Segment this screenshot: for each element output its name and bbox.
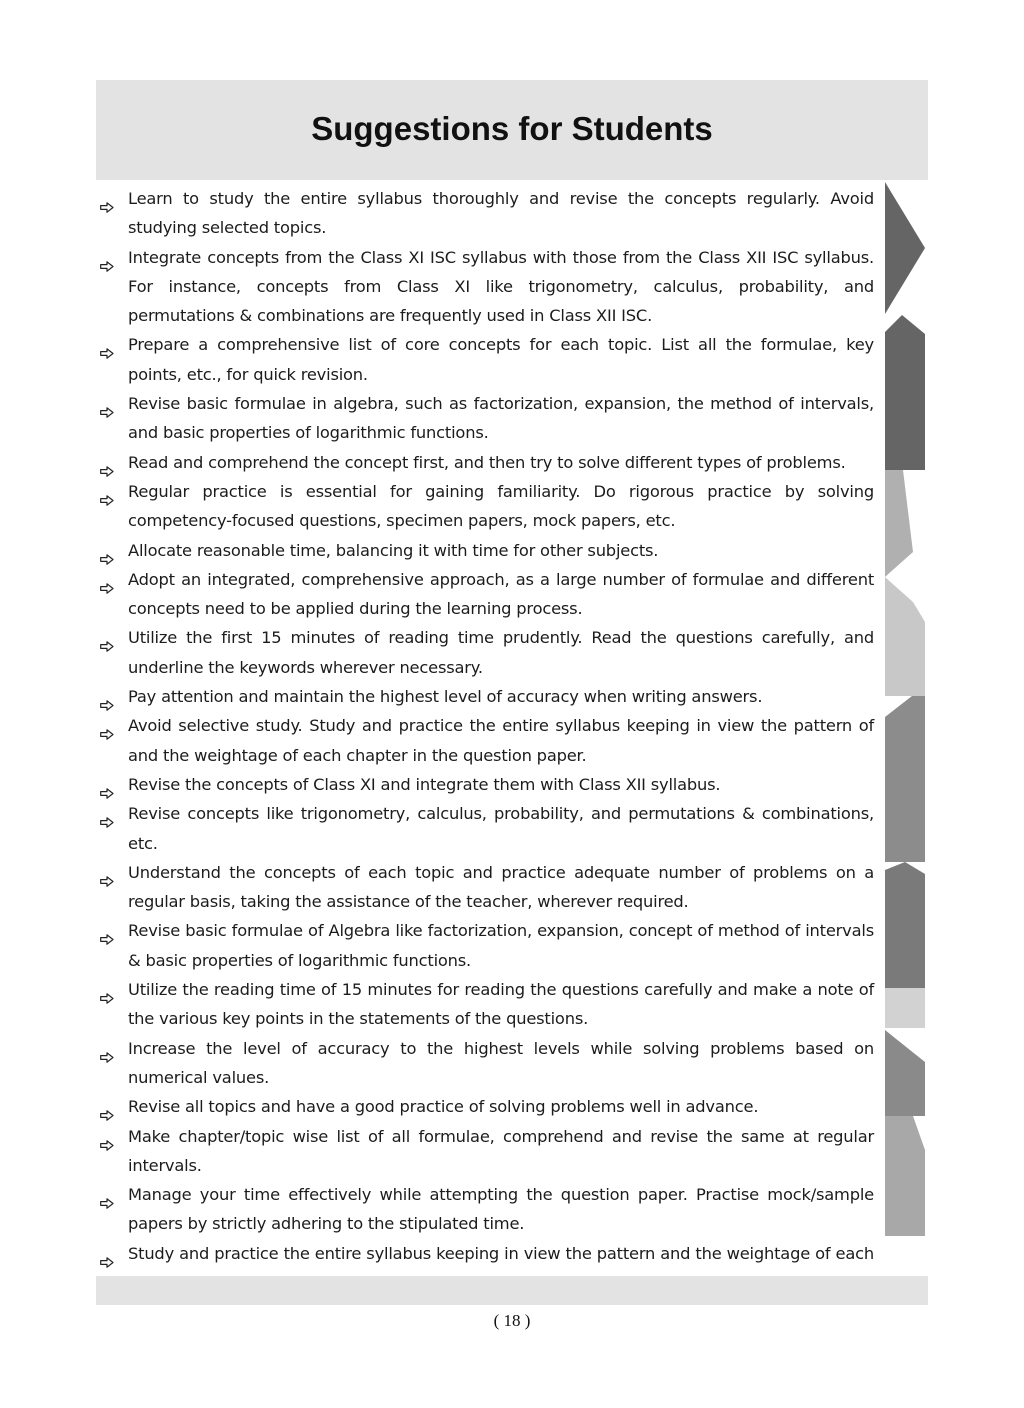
- chapter-tab: [885, 182, 925, 314]
- title-band: [96, 80, 928, 180]
- list-item: [96, 389, 874, 448]
- list-item-text: Adopt an integrated, comprehensive approach, as a large number of formulae and different concepts need to be applied during the learning process.: [128, 569, 874, 619]
- arrow-right-icon: [100, 1248, 114, 1259]
- list-item-text: Integrate concepts from the Class XI ISC syllabus with those from the Class XII ISC syllabus. For instance, concepts from Class XI like trigonometry, calculus, probability, and permutations & combinations are frequently used in Class XII ISC.: [128, 247, 874, 326]
- list-item-text: Make chapter/topic wise list of all formulae, comprehend and revise the same at regular intervals.: [128, 1126, 874, 1175]
- list-item: [96, 1122, 874, 1181]
- list-item-text: Regular practice is essential for gaining familiarity. Do rigorous practice by solving competency-focused questions, specimen papers, mock papers, etc.: [128, 481, 874, 531]
- list-item-text: Revise basic formulae in algebra, such as factorization, expansion, the method of intervals, and basic properties of logarithmic functions.: [128, 394, 874, 443]
- list-item: [96, 975, 874, 1034]
- arrow-right-icon: [100, 808, 114, 819]
- chapter-tab: [885, 696, 925, 862]
- page-title: Suggestions for Students: [311, 110, 713, 147]
- arrow-right-icon: [100, 193, 114, 204]
- arrow-right-icon: [100, 339, 114, 350]
- list-item: [96, 711, 874, 770]
- suggestions-list: [96, 184, 874, 1297]
- list-item-text: Avoid selective study. Study and practice the entire syllabus keeping in view the pattern of and the weightage of each chapter in the question paper.: [128, 716, 874, 765]
- arrow-right-icon: [100, 574, 114, 585]
- chapter-tab: [885, 1116, 925, 1236]
- list-item-text: Learn to study the entire syllabus thoroughly and revise the concepts regularly. Avoid studying selected topics.: [128, 189, 874, 238]
- list-item: [96, 330, 874, 389]
- arrow-right-icon: [100, 720, 114, 731]
- arrow-right-icon: [100, 457, 114, 468]
- arrow-right-icon: [100, 252, 114, 263]
- list-item-text: Read and comprehend the concept first, and then try to solve different types of problems.: [128, 452, 846, 472]
- list-item: [96, 799, 874, 858]
- chapter-tab: [885, 315, 925, 470]
- arrow-right-icon: [100, 545, 114, 556]
- list-item-text: Utilize the first 15 minutes of reading time prudently. Read the questions carefully, and underline the keywords wherever necessary.: [128, 628, 874, 677]
- list-item-text: Allocate reasonable time, balancing it with time for other subjects.: [128, 540, 659, 560]
- list-item: [96, 565, 874, 624]
- list-item-text: Utilize the reading time of 15 minutes for reading the questions carefully and make a note of the various key points in the statements of the questions.: [128, 980, 874, 1029]
- list-item-text: Revise the concepts of Class XI and integrate them with Class XII syllabus.: [128, 774, 721, 794]
- arrow-right-icon: [100, 1043, 114, 1054]
- list-item-text: Revise all topics and have a good practice of solving problems well in advance.: [128, 1097, 759, 1117]
- arrow-right-icon: [100, 1131, 114, 1142]
- chapter-tab: [885, 862, 925, 988]
- chapter-tab: [885, 1030, 925, 1116]
- chapter-tab: [885, 470, 913, 577]
- arrow-right-icon: [100, 486, 114, 497]
- arrow-right-icon: [100, 1189, 114, 1200]
- list-item: [96, 1180, 874, 1239]
- list-item: [96, 184, 874, 243]
- list-item: [96, 1092, 874, 1121]
- list-item: [96, 682, 874, 711]
- arrow-right-icon: [100, 398, 114, 409]
- list-item-text: Study and practice the entire syllabus keeping in view the pattern and the weightage of each: [128, 1243, 874, 1263]
- chapter-tab: [885, 988, 925, 1028]
- arrow-right-icon: [100, 925, 114, 936]
- list-item-text: Increase the level of accuracy to the highest levels while solving problems based on numerical values.: [128, 1038, 874, 1087]
- list-item: [96, 243, 874, 331]
- list-item: [96, 770, 874, 799]
- arrow-right-icon: [100, 632, 114, 643]
- list-item: [96, 448, 874, 477]
- list-item-text: Prepare a comprehensive list of core concepts for each topic. List all the formulae, key points, etc., for quick revision.: [128, 335, 874, 384]
- arrow-right-icon: [100, 779, 114, 790]
- list-item-text: Revise concepts like trigonometry, calculus, probability, and permutations & combinations, etc.: [128, 804, 874, 853]
- footer-band: [96, 1276, 928, 1305]
- chapter-tab: [885, 577, 925, 696]
- list-item: [96, 477, 874, 536]
- arrow-right-icon: [100, 867, 114, 878]
- list-item: [96, 536, 874, 565]
- arrow-right-icon: [100, 984, 114, 995]
- list-item: [96, 916, 874, 975]
- list-item: [96, 623, 874, 682]
- arrow-right-icon: [100, 1101, 114, 1112]
- list-item-text: Manage your time effectively while attempting the question paper. Practise mock/sample papers by strictly adhering to the stipulated time.: [128, 1185, 874, 1234]
- list-item: [96, 1034, 874, 1093]
- page-number: ( 18 ): [493, 1311, 531, 1330]
- list-item-text: Pay attention and maintain the highest level of accuracy when writing answers.: [128, 687, 763, 707]
- list-item-text: Understand the concepts of each topic and practice adequate number of problems on a regular basis, taking the assistance of the teacher, wherever required.: [128, 862, 874, 912]
- list-item-text: Revise basic formulae of Algebra like factorization, expansion, concept of method of intervals & basic properties of logarithmic functions.: [128, 921, 874, 970]
- arrow-right-icon: [100, 691, 114, 702]
- chapter-tab-strip: [885, 182, 925, 1242]
- list-item: [96, 858, 874, 917]
